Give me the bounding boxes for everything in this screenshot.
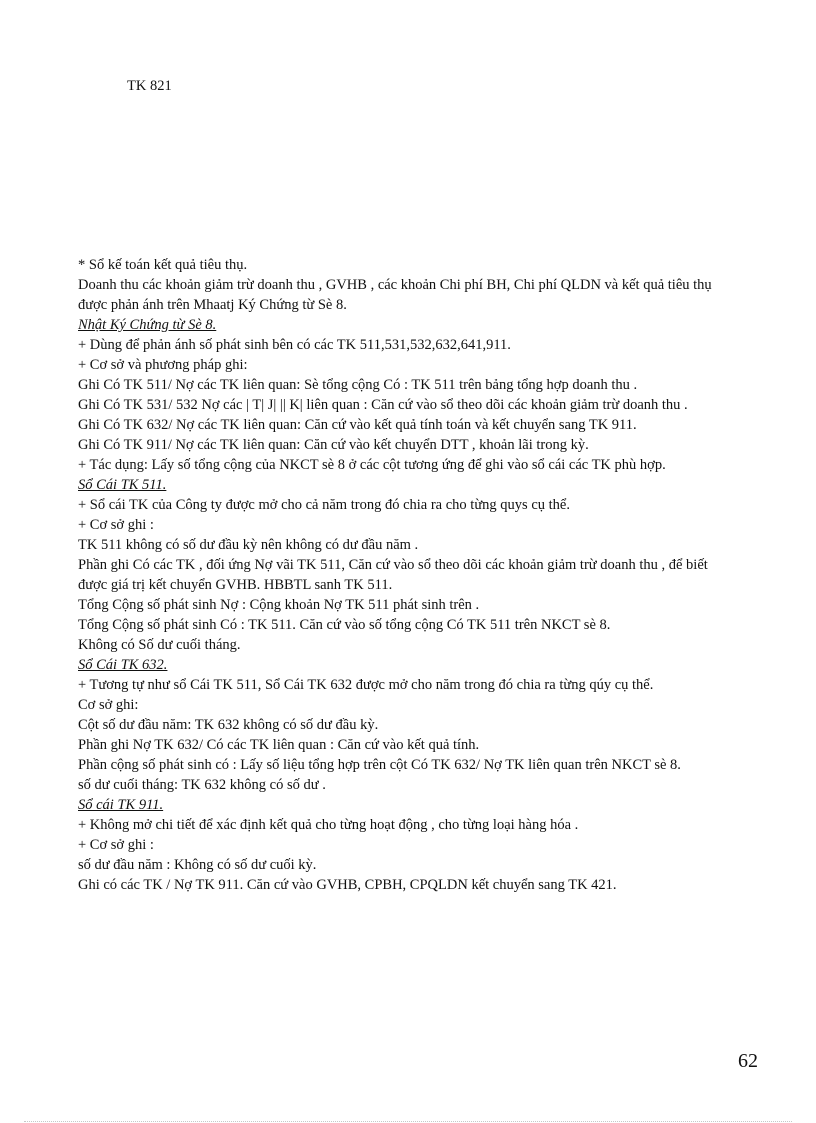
text-line: Ghi Có TK 511/ Nợ các TK liên quan: Sè tổng cộng Có : TK 511 trên bảng tổng hợp doanh thu .	[78, 377, 638, 393]
section-heading: Sổ cái TK 911.	[78, 797, 164, 813]
text-line: số dư đầu năm : Không có số dư cuối kỳ.	[78, 857, 317, 873]
text-line: Doanh thu các khoản giảm trừ doanh thu , GVHB , các khoản Chi phí BH, Chi phí QLDN và kết quả tiêu thụ được phản ánh trên Mhaatj Ký Chứng từ Sè 8.	[78, 277, 712, 313]
document-body	[78, 255, 738, 895]
text-line: Cơ sở ghi:	[78, 697, 139, 713]
account-label: TK 821	[127, 78, 172, 94]
text-line: + Sổ cái TK của Công ty được mở cho cả năm trong đó chia ra cho từng quys cụ thể.	[78, 497, 570, 513]
text-line: Cột số dư đầu năm: TK 632 không có số dư đầu kỳ.	[78, 717, 379, 733]
text-line: + Tương tự như sổ Cái TK 511, Sổ Cái TK 632 được mở cho năm trong đó chia ra từng qúy cụ thể.	[78, 677, 654, 693]
text-line: Không có Số dư cuối tháng.	[78, 637, 241, 653]
text-line: Ghi có các TK / Nợ TK 911. Căn cứ vào GVHB, CPBH, CPQLDN kết chuyển sang TK 421.	[78, 877, 617, 893]
text-line: Ghi Có TK 632/ Nợ các TK liên quan: Căn cứ vào kết quả tính toán và kết chuyển sang TK 911.	[78, 417, 637, 433]
text-line: Phần cộng số phát sinh có : Lấy số liệu tổng hợp trên cột Có TK 632/ Nợ TK liên quan trên NKCT sè 8.	[78, 757, 681, 773]
section-heading: Sổ Cái TK 632.	[78, 657, 168, 673]
text-line: Tổng Cộng số phát sinh Nợ : Cộng khoản Nợ TK 511 phát sinh trên .	[78, 597, 480, 613]
page-number: 62	[738, 1050, 758, 1072]
section-heading: Nhật Ký Chứng từ Sè 8.	[78, 317, 217, 333]
text-line: + Dùng để phản ánh số phát sinh bên có các TK 511,531,532,632,641,911.	[78, 337, 511, 353]
section-heading: Sổ Cái TK 511.	[78, 477, 167, 493]
text-line: * Sổ kế toán kết quả tiêu thụ.	[78, 257, 248, 273]
text-line: Ghi Có TK 531/ 532 Nợ các | T| J| || K| liên quan : Căn cứ vào sổ theo dõi các khoản giảm trừ doanh thu .	[78, 397, 688, 413]
text-line: + Cơ sở ghi :	[78, 837, 154, 853]
text-line: + Tác dụng: Lấy số tổng cộng của NKCT sè 8 ở các cột tương ứng để ghi vào sổ cái các TK phù hợp.	[78, 457, 666, 473]
footer-divider	[24, 1121, 792, 1122]
text-line: TK 511 không có số dư đầu kỳ nên không có dư đầu năm .	[78, 537, 419, 553]
text-line: + Cơ sở ghi :	[78, 517, 154, 533]
text-line: Ghi Có TK 911/ Nợ các TK liên quan: Căn cứ vào kết chuyển DTT , khoản lãi trong kỳ.	[78, 437, 589, 453]
text-line: số dư cuối tháng: TK 632 không có số dư .	[78, 777, 326, 793]
text-line: Phần ghi Nợ TK 632/ Có các TK liên quan : Căn cứ vào kết quả tính.	[78, 737, 480, 753]
text-line: + Không mở chi tiết để xác định kết quả cho từng hoạt động , cho từng loại hàng hóa .	[78, 817, 579, 833]
text-line: + Cơ sở và phương pháp ghi:	[78, 357, 248, 373]
text-line: Phần ghi Có các TK , đối ứng Nợ vãi TK 511, Căn cứ vào sổ theo dõi các khoản giảm trừ doanh thu , để biết được giá trị kết chuyển GVHB. HBBTL sanh TK 511.	[78, 557, 708, 593]
text-line: Tổng Cộng số phát sinh Có : TK 511. Căn cứ vào số tổng cộng Có TK 511 trên NKCT sè 8.	[78, 617, 611, 633]
